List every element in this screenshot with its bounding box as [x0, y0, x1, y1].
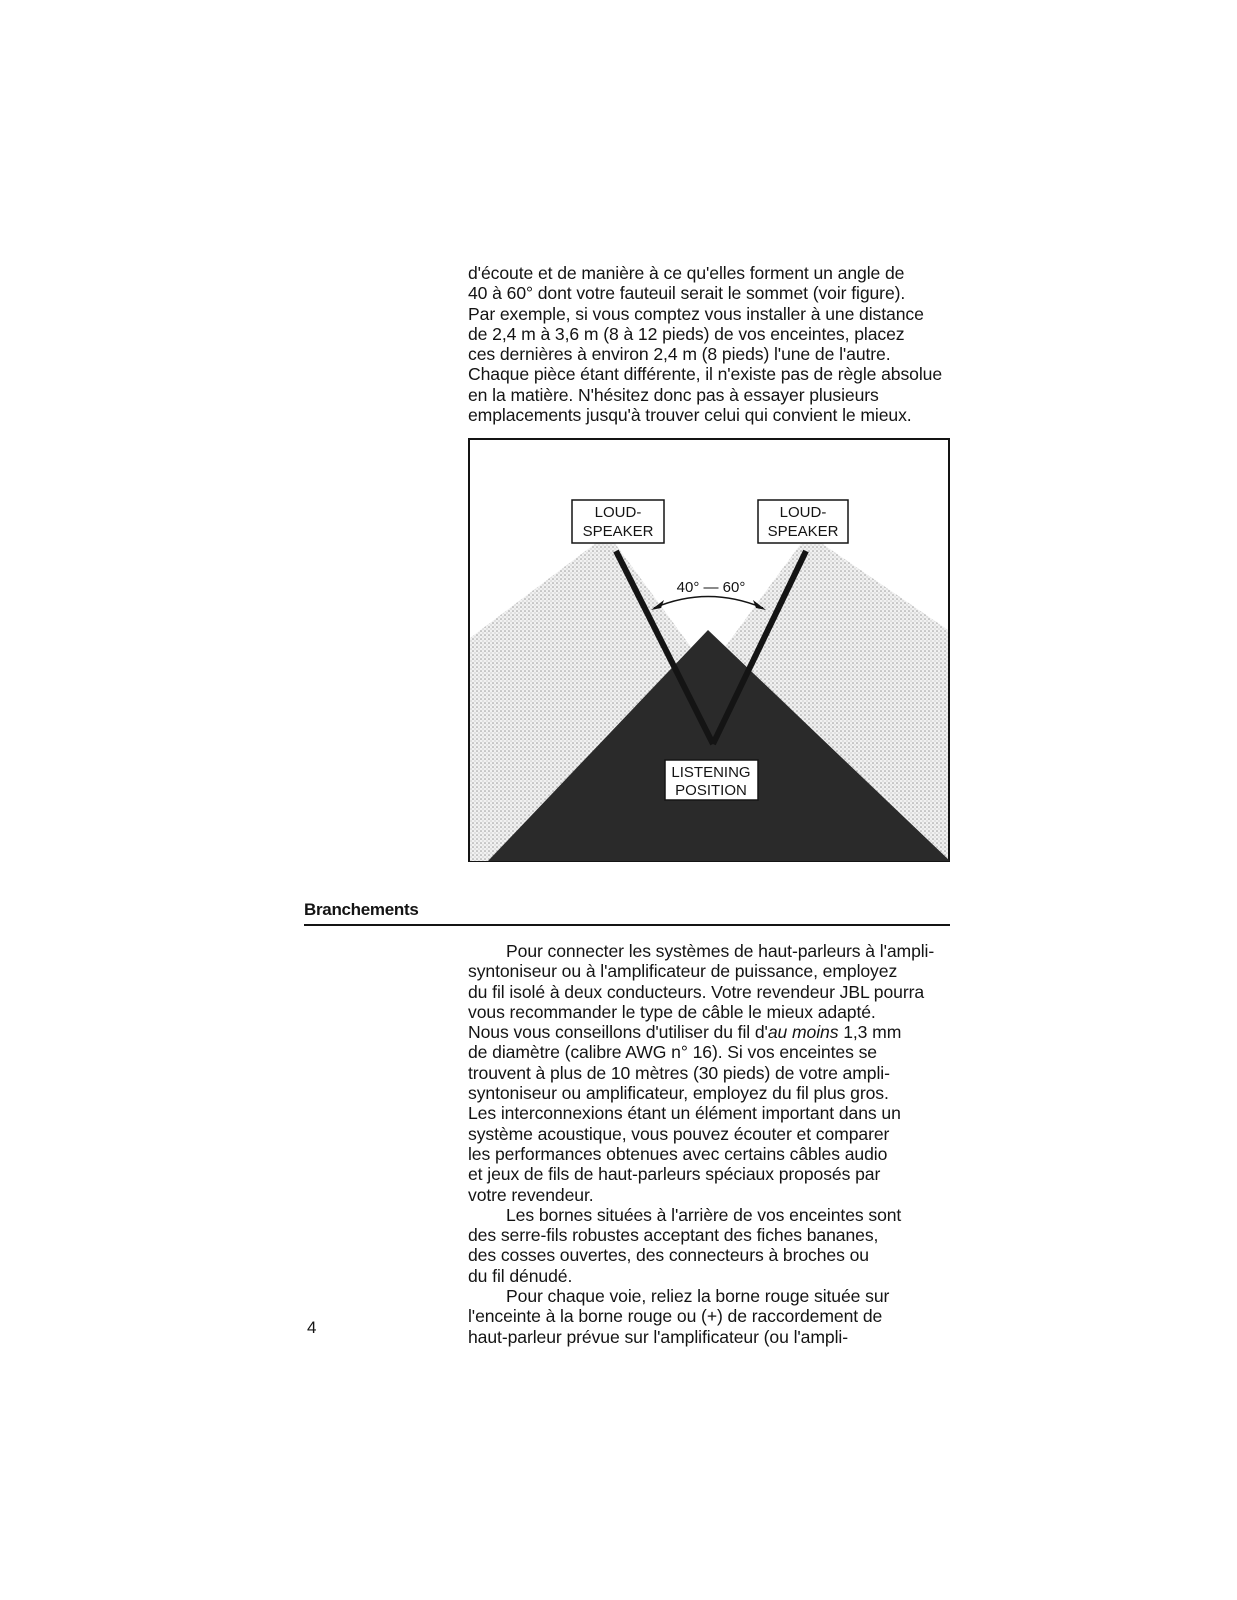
text-segment: Nous vous conseillons d'utiliser du fil d'	[468, 1022, 768, 1043]
text-line: système acoustique, vous pouvez écouter et comparer	[468, 1123, 890, 1144]
angle-label: 40° — 60°	[676, 579, 746, 596]
text-line	[468, 1022, 958, 1042]
text-line: d'écoute et de manière à ce qu'elles forment un angle de	[468, 263, 905, 283]
speaker-placement-diagram	[468, 438, 952, 864]
text-line: trouvent à plus de 10 mètres (30 pieds) de votre ampli-	[468, 1062, 890, 1083]
text-line: syntoniseur ou amplificateur, employez du fil plus gros.	[468, 1083, 889, 1104]
text-line: des cosses ouvertes, des connecteurs à broches ou	[468, 1245, 869, 1266]
text-line: Chaque pièce étant différente, il n'existe pas de règle absolue	[468, 364, 943, 385]
text-segment: 1,3 mm	[838, 1022, 902, 1043]
text-line: haut-parleur prévue sur l'amplificateur (ou l'ampli-	[468, 1326, 848, 1347]
left-speaker-label-line2: SPEAKER	[582, 523, 654, 540]
text-line: et jeux de fils de haut-parleurs spéciaux proposés par	[468, 1164, 881, 1185]
text-line: 40 à 60° dont votre fauteuil serait le sommet (voir figure).	[468, 283, 906, 304]
text-line: du fil isolé à deux conducteurs. Votre revendeur JBL pourra	[468, 981, 925, 1002]
emphasis-text: au moins	[767, 1022, 839, 1043]
text-line: syntoniseur ou à l'amplificateur de puissance, employez	[468, 961, 898, 982]
text-line: Les bornes situées à l'arrière de vos enceintes sont	[506, 1204, 902, 1225]
text-line: en la matière. N'hésitez donc pas à essayer plusieurs	[468, 384, 879, 405]
text-line: votre revendeur.	[468, 1184, 594, 1205]
text-line: Par exemple, si vous comptez vous installer à une distance	[468, 303, 924, 324]
page-number: 4	[307, 1318, 317, 1337]
text-line: de diamètre (calibre AWG n° 16). Si vos enceintes se	[468, 1042, 877, 1063]
text-line: du fil dénudé.	[468, 1265, 573, 1286]
right-speaker-label-line1: LOUD-	[779, 504, 827, 521]
text-line: ces dernières à environ 2,4 m (8 pieds) l'une de l'autre.	[468, 344, 891, 365]
text-line: les performances obtenues avec certains câbles audio	[468, 1143, 888, 1164]
text-line: des serre-fils robustes acceptant des fiches bananes,	[468, 1225, 879, 1246]
body-text	[468, 941, 958, 1347]
text-line: Les interconnexions étant un élément important dans un	[468, 1103, 901, 1124]
text-line: emplacements jusqu'à trouver celui qui convient le mieux.	[468, 405, 912, 426]
listening-label-line1: LISTENING	[671, 764, 751, 781]
left-speaker-label-line1: LOUD-	[594, 504, 642, 521]
section-heading: Branchements	[304, 900, 419, 919]
listening-label-line2: POSITION	[675, 782, 747, 799]
text-line: de 2,4 m à 3,6 m (8 à 12 pieds) de vos enceintes, placez	[468, 323, 905, 344]
intro-paragraph	[468, 263, 958, 425]
text-line: vous recommander le type de câble le mieux adapté.	[468, 1001, 876, 1022]
text-line: Pour connecter les systèmes de haut-parleurs à l'ampli-	[506, 941, 935, 961]
right-speaker-label-line2: SPEAKER	[767, 523, 839, 540]
section-divider	[304, 924, 950, 926]
text-line: l'enceinte à la borne rouge ou (+) de raccordement de	[468, 1306, 883, 1327]
text-line: Pour chaque voie, reliez la borne rouge située sur	[506, 1286, 890, 1307]
